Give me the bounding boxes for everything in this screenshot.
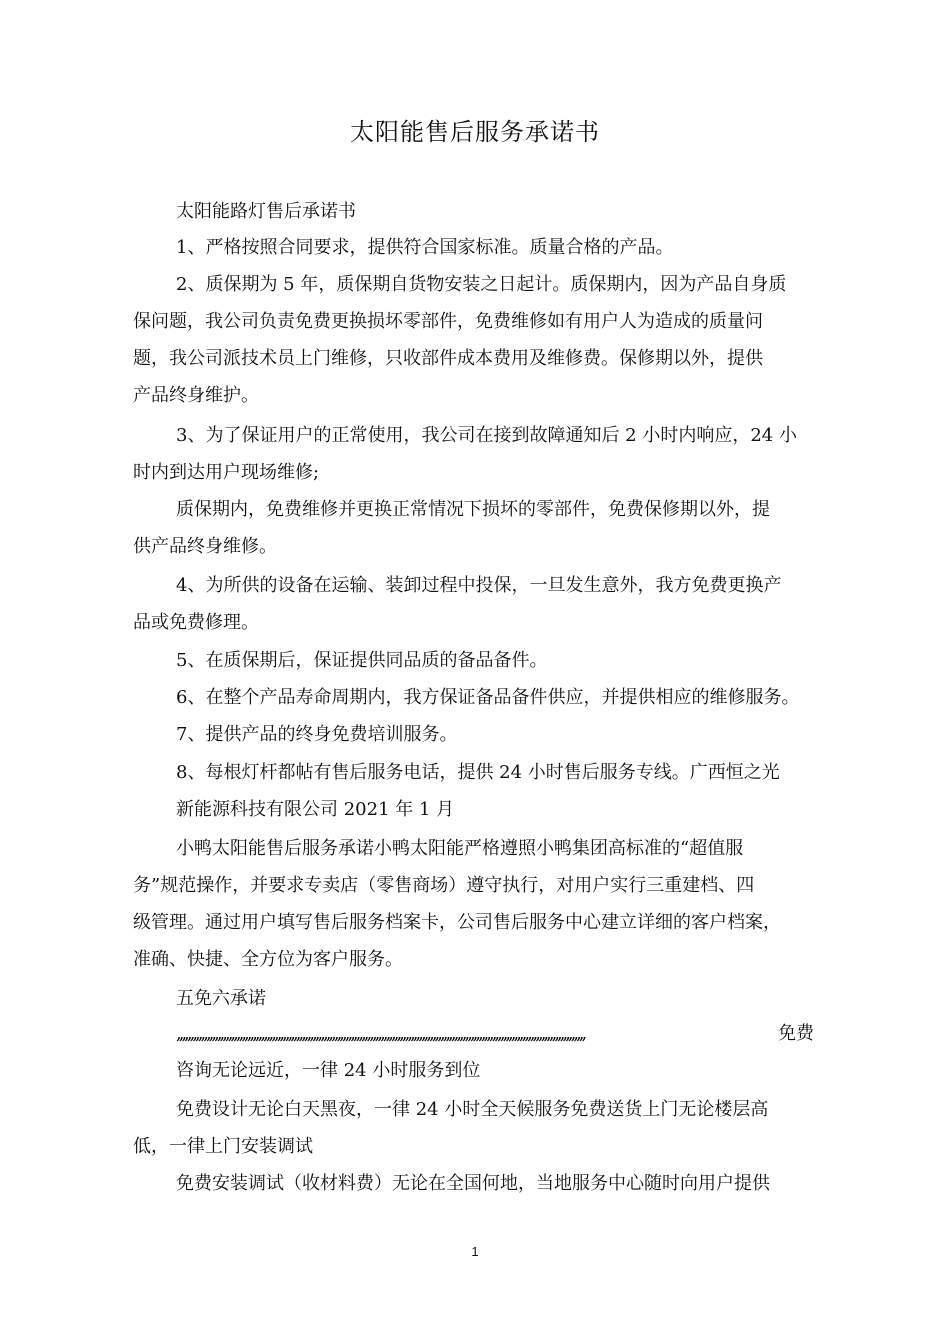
paragraph-line: 五免六承诺	[176, 988, 266, 1009]
paragraph-line: 免费安装调试（收材料费）无论在全国何地，当地服务中心随时向用户提供	[176, 1173, 770, 1194]
paragraph-line: 准确、快捷、全方位为客户服务。	[133, 949, 403, 970]
paragraph-line: 免费设计无论白天黑夜，一律 24 小时全天候服务免费送货上门无论楼层高	[176, 1099, 769, 1120]
paragraph-line: 质保期内，免费维修并更换正常情况下损坏的零部件，免费保修期以外，提	[176, 499, 770, 520]
paragraph-line: 新能源科技有限公司 2021 年 1 月	[176, 799, 455, 820]
paragraph-line: 级管理。通过用户填写售后服务档案卡，公司售后服务中心建立详细的客户档案，	[133, 912, 781, 933]
paragraph-line: 1、严格按照合同要求，提供符合国家标准。质量合格的产品。	[176, 237, 674, 258]
paragraph-line: 3、为了保证用户的正常使用，我公司在接到故障通知后 2 小时内响应，24 小	[176, 425, 797, 446]
paragraph-line: 保问题，我公司负责免费更换损坏零部件，免费维修如有用户人为造成的质量问	[133, 311, 763, 332]
paragraph-line: 题，我公司派技术员上门维修，只收部件成本费用及维修费。保修期以外，提供	[133, 348, 763, 369]
document-title: 太阳能售后服务承诺书	[350, 118, 600, 146]
paragraph-line: 4、为所供的设备在运输、装卸过程中投保，一旦发生意外，我方免费更换产	[176, 575, 782, 596]
paragraph-line: 务”规范操作，并要求专卖店（零售商场）遵守执行，对用户实行三重建档、四	[133, 875, 755, 896]
paragraph-line: 品或免费修理。	[133, 612, 259, 633]
paragraph-line: 时内到达用户现场维修;	[133, 462, 320, 483]
paragraph-line: 供产品终身维修。	[133, 536, 277, 557]
paragraph-line: 低，一律上门安装调试	[133, 1136, 313, 1157]
paragraph-line: 5、在质保期后，保证提供同品质的备品备件。	[176, 650, 548, 671]
paragraph-line: 免费	[778, 1023, 814, 1044]
page-number: 1	[471, 1244, 479, 1259]
paragraph-line: 咨询无论远近，一律 24 小时服务到位	[176, 1060, 481, 1081]
comma-filler-line: ,,,,,,,,,,,,,,,,,,,,,,,,,,,,,,,,,,,,,,,,,,,,,,,,,,,,,,,,,,,,,,,,,,,,,,,,,,,,,,,,,,,,,,,,,,,,,,,,,,,,,,,,,,,,,,,,,,,,,,,,,,,,,,,,,,,,,,,,,,,,,,,,,,,,,,	[176, 1023, 585, 1044]
paragraph-line: 8、每根灯杆都帖有售后服务电话，提供 24 小时售后服务专线。广西恒之光	[176, 762, 780, 783]
paragraph-line: 2、质保期为 5 年，质保期自货物安装之日起计。质保期内，因为产品自身质	[176, 274, 787, 295]
paragraph-line: 小鸭太阳能售后服务承诺小鸭太阳能严格遵照小鸭集团高标准的“超值服	[176, 838, 744, 859]
paragraph-line: 太阳能路灯售后承诺书	[176, 201, 356, 222]
paragraph-line: 产品终身维护。	[133, 385, 259, 406]
paragraph-line: 6、在整个产品寿命周期内，我方保证备品备件供应，并提供相应的维修服务。	[176, 687, 800, 708]
paragraph-line: 7、提供产品的终身免费培训服务。	[176, 724, 458, 745]
